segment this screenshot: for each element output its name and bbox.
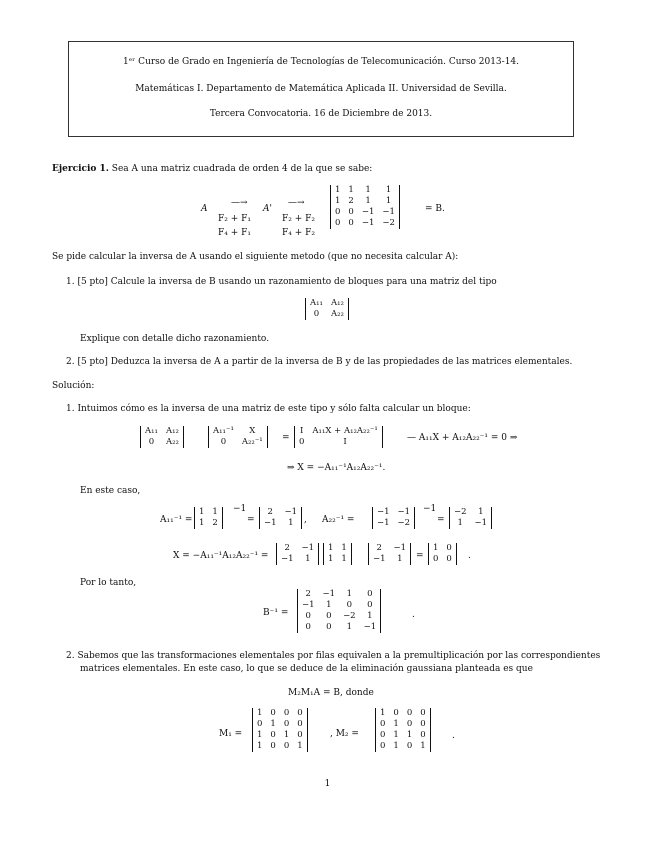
matrix-b-cell: −1 (361, 207, 375, 217)
m1-cell: 1 (270, 719, 276, 729)
m2-cell: 1 (406, 730, 413, 740)
m2-cell: 0 (380, 741, 386, 751)
page-number: 1 (324, 779, 331, 789)
binv-cell: 1 (367, 611, 373, 621)
block-matrix-cell: 0 (313, 309, 320, 319)
matrix-b-cell: 0 (348, 218, 354, 228)
binv-cell: 1 (346, 622, 353, 632)
block-matrix (305, 298, 349, 320)
matrix-b (330, 185, 400, 229)
x-matrix-2: 1 1 1 1 (323, 543, 352, 565)
op-a: A (201, 204, 208, 214)
a11-matrix: 1 1 1 2 (194, 507, 223, 529)
matrix-b-cell: 1 (348, 185, 354, 195)
exercise-statement (52, 164, 372, 174)
exercise-explain: Explique con detalle dicho razonamiento. (80, 334, 270, 344)
matrix-b-cell: 1 (385, 185, 392, 195)
binv-matrix (297, 589, 381, 633)
m2-cell: 1 (420, 741, 426, 751)
en-este-caso: En este caso, (80, 486, 141, 496)
m1-cell: 0 (283, 708, 290, 718)
exercise-item-1: 1. [5 pto] Calcule la inversa de B usando un razonamiento de bloques para una matriz del tipo (66, 277, 497, 287)
m2-matrix (375, 708, 431, 752)
a22inv-label: A₂₂⁻¹ = (322, 515, 355, 525)
matrix-b-cell: 0 (348, 207, 354, 217)
m2-cell: 0 (406, 741, 413, 751)
op-2a: F₂ + F₂ (282, 214, 315, 224)
binv-cell: −1 (322, 589, 336, 599)
header-box (68, 41, 574, 137)
binv-cell: 0 (346, 600, 353, 610)
block-matrix-cell: A₁₁ (310, 298, 323, 308)
x-label: X = −A₁₁⁻¹A₁₂A₂₂⁻¹ = (173, 551, 269, 561)
solution-item-2b: matrices elementales. En este caso, lo que se deduce de la eliminación gaussiana planteada es que (80, 664, 533, 674)
op-arrow-2: —→ (288, 198, 305, 208)
m1-cell: 0 (270, 730, 276, 740)
m2m1-eq: M₂M₁A = B, donde (288, 688, 374, 698)
eq1-matrix-3: I A₁₁X + A₁₂A₂₂⁻¹ 0 I (294, 426, 383, 448)
op-aprime: A' (263, 204, 272, 214)
solution-item-2a: 2. Sabemos que las transformaciones elementales por filas equivalen a la premultiplicación por las correspondientes (66, 651, 601, 661)
matrix-b-cell: 1 (365, 185, 371, 195)
eq1-matrix-2: A₁₁⁻¹ X 0 A₂₂⁻¹ (208, 426, 268, 448)
m1-cell: 1 (257, 730, 263, 740)
matrix-b-cell: 2 (348, 196, 354, 206)
m2-cell: 0 (406, 719, 413, 729)
x-matrix-3: 2 −1 −1 1 (368, 543, 411, 565)
m1-cell: 0 (297, 708, 303, 718)
m1-cell: 1 (257, 741, 263, 751)
matrix-b-cell: 1 (385, 196, 392, 206)
block-matrix-cell: A₁₂ (330, 298, 344, 308)
m2-cell: 0 (420, 730, 426, 740)
x-result: 1 0 0 0 (428, 543, 457, 565)
m1-cell: 1 (283, 730, 290, 740)
m2-cell: 0 (420, 719, 426, 729)
a22inv-result: −2 1 1 −1 (449, 507, 492, 529)
op-arrow-1: —→ (231, 198, 248, 208)
op-1a: F₂ + F₁ (218, 214, 251, 224)
block-matrix-cell: A₂₂ (330, 309, 344, 319)
por-lo-tanto: Por lo tanto, (80, 578, 137, 588)
eq1-line-2: ⇒ X = −A₁₁⁻¹A₁₂A₂₂⁻¹. (287, 463, 386, 473)
m2-cell: 0 (393, 708, 399, 718)
binv-cell: 2 (305, 589, 311, 599)
eq1-rest: — A₁₁X + A₁₂A₂₂⁻¹ = 0 ⇒ (407, 433, 518, 443)
m1-cell: 1 (297, 741, 303, 751)
binv-cell: 0 (367, 600, 373, 610)
binv-cell: 0 (305, 622, 311, 632)
m2-cell: 1 (380, 708, 386, 718)
matrix-b-cell: 1 (365, 196, 371, 206)
m2-cell: 0 (406, 708, 413, 718)
binv-cell: 0 (326, 622, 332, 632)
m1-cell: 0 (297, 730, 303, 740)
m2-cell: 0 (420, 708, 426, 718)
m1-cell: 0 (283, 719, 290, 729)
m2-cell: 1 (393, 719, 399, 729)
binv-cell: 0 (367, 589, 373, 599)
m1-cell: 0 (297, 719, 303, 729)
matrix-b-cell: −1 (382, 207, 395, 217)
binv-cell: 1 (346, 589, 353, 599)
m1-cell: 0 (270, 708, 276, 718)
matrix-b-cell: 0 (335, 218, 341, 228)
eq1-matrix-1: A₁₁ A₁₂ 0 A₂₂ (140, 426, 184, 448)
binv-cell: −1 (363, 622, 377, 632)
exercise-intro: Sea A una matriz cuadrada de orden 4 de la que se sabe: (111, 164, 373, 174)
m2-cell: 1 (393, 741, 399, 751)
exercise-item-2: 2. [5 pto] Deduzca la inversa de A a partir de la inversa de B y de las propiedades de las matrices elementales. (66, 357, 573, 367)
binv-cell: −2 (343, 611, 356, 621)
m1-cell: 1 (257, 708, 263, 718)
op-2b: F₄ + F₂ (282, 228, 315, 238)
a11inv-result: 2 −1 −1 1 (259, 507, 302, 529)
m2-cell: 1 (393, 730, 399, 740)
a22-matrix: −1 −1 −1 −2 (372, 507, 415, 529)
m2-cell: 0 (380, 719, 386, 729)
binv-cell: 0 (326, 611, 332, 621)
header-line-3: Tercera Convocatoria. 16 de Diciembre de 2013. (209, 109, 433, 119)
x-matrix-1: 2 −1 −1 1 (276, 543, 319, 565)
exercise-ask: Se pide calcular la inversa de A usando el siguiente metodo (que no necesita calcular A): (52, 252, 459, 262)
op-1b: F₄ + F₁ (218, 228, 251, 238)
m2-label: , M₂ = (330, 729, 359, 739)
solution-item-1: 1. Intuimos cómo es la inversa de una matriz de este tipo y sólo falta calcular un bloque: (66, 404, 471, 414)
binv-cell: 1 (326, 600, 332, 610)
solution-title: Solución: (52, 381, 95, 391)
matrix-b-cell: 1 (335, 185, 341, 195)
m1-cell: 0 (270, 741, 276, 751)
a11inv-label: A₁₁⁻¹ = (160, 515, 193, 525)
header-line-2: Matemáticas I. Departamento de Matemática Aplicada II. Universidad de Sevilla. (135, 84, 507, 94)
matrix-b-cell: 0 (335, 207, 341, 217)
binv-cell: −1 (302, 600, 315, 610)
matrix-b-cell: 1 (335, 196, 341, 206)
m1-matrix (252, 708, 308, 752)
exercise-title: Ejercicio 1. (52, 164, 109, 174)
header-line-1: 1ᵉʳ Curso de Grado en Ingeniería de Tecnologías de Telecomunicación. Curso 2013-14. (122, 57, 520, 67)
eq-b: = B. (425, 204, 445, 214)
m2-cell: 0 (380, 730, 386, 740)
binv-cell: 0 (305, 611, 311, 621)
binv-label: B⁻¹ = (263, 608, 289, 618)
matrix-b-cell: −1 (361, 218, 375, 228)
m1-cell: 0 (257, 719, 263, 729)
matrix-b-cell: −2 (382, 218, 395, 228)
m1-label: M₁ = (219, 729, 243, 739)
m1-cell: 0 (283, 741, 290, 751)
